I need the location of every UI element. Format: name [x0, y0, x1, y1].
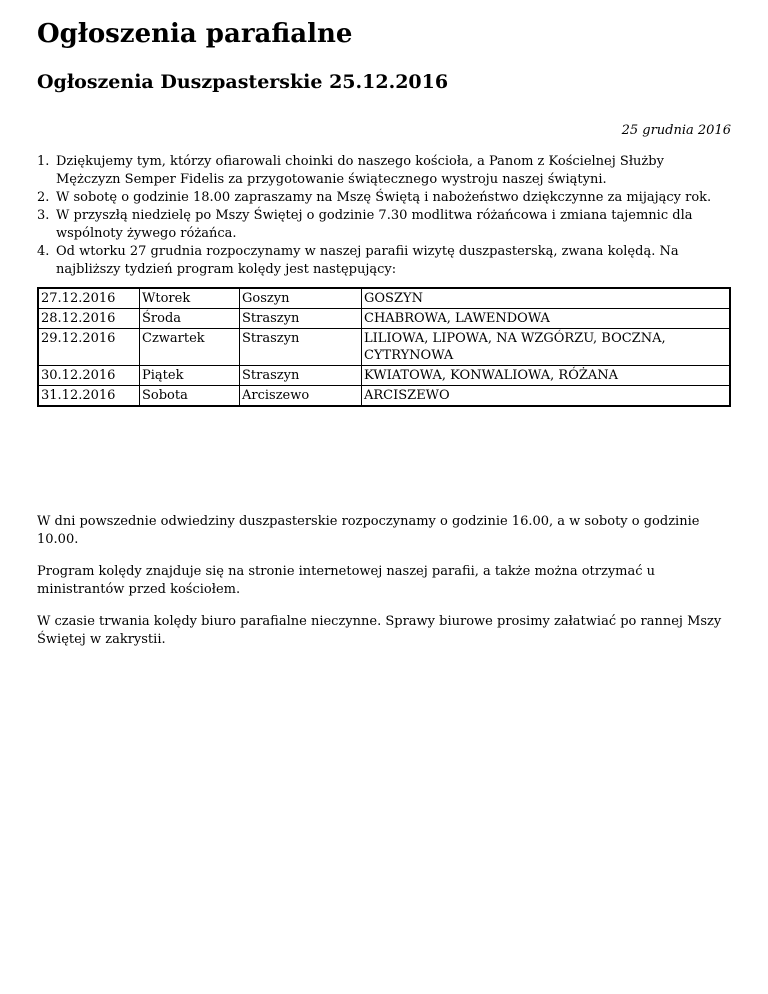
table-row — [38, 288, 730, 309]
cell-streets: ARCISZEWO — [362, 386, 731, 407]
table-row — [38, 386, 730, 407]
post-date: 25 grudnia 2016 — [621, 123, 731, 138]
post-title[interactable]: Ogłoszenia Duszpasterskie 25.12.2016 — [37, 71, 449, 93]
cell-date: 28.12.2016 — [38, 309, 140, 329]
cell-place: Straszyn — [240, 329, 362, 366]
cell-day: Sobota — [140, 386, 240, 407]
cell-date: 30.12.2016 — [38, 366, 140, 386]
site-title[interactable]: Ogłoszenia parafialne — [37, 19, 353, 49]
cell-date: 29.12.2016 — [38, 329, 140, 366]
cell-day: Czwartek — [140, 329, 240, 366]
cell-date: 27.12.2016 — [38, 288, 140, 309]
announcement-number: 2. — [37, 190, 50, 205]
announcement-item — [37, 153, 731, 189]
cell-date: 31.12.2016 — [38, 386, 140, 407]
paragraph-hours: W dni powszednie odwiedziny duszpasterskie rozpoczynamy o godzinie 16.00, a w soboty o godzinie 10.00. — [37, 514, 700, 547]
announcement-number: 1. — [37, 154, 50, 169]
table-row — [38, 329, 730, 366]
cell-day: Środa — [140, 309, 240, 329]
cell-place: Straszyn — [240, 309, 362, 329]
announcement-text: W sobotę o godzinie 18.00 zapraszamy na Mszę Świętą i nabożeństwo dziękczynne za mijający rok. — [56, 190, 712, 205]
koleda-schedule-table — [37, 287, 731, 407]
paragraph-office: W czasie trwania kolędy biuro parafialne nieczynne. Sprawy biurowe prosimy załatwiać po rannej Mszy Świętej w zakrystii. — [37, 614, 722, 647]
cell-streets: KWIATOWA, KONWALIOWA, RÓŻANA — [362, 366, 731, 386]
announcement-number: 4. — [37, 244, 50, 259]
post-body-paragraphs — [37, 513, 731, 663]
cell-place: Straszyn — [240, 366, 362, 386]
cell-day: Piątek — [140, 366, 240, 386]
announcement-list — [37, 153, 731, 279]
cell-place: Goszyn — [240, 288, 362, 309]
cell-streets: CHABROWA, LAWENDOWA — [362, 309, 731, 329]
cell-streets: GOSZYN — [362, 288, 731, 309]
announcement-text: Dziękujemy tym, którzy ofiarowali choinki do naszego kościoła, a Panom z Kościelnej Służby Mężczyzn Semper Fidelis za przygotowanie świątecznego wystroju naszej świątyni. — [56, 154, 664, 187]
table-row — [38, 366, 730, 386]
announcement-text: W przyszłą niedzielę po Mszy Świętej o godzinie 7.30 modlitwa różańcowa i zmiana tajemnic dla wspólnoty żywego różańca. — [56, 208, 693, 241]
announcement-text: Od wtorku 27 grudnia rozpoczynamy w naszej parafii wizytę duszpasterską, zwana kolędą. Na najbliższy tydzień program kolędy jest następujący: — [56, 244, 679, 277]
announcement-item — [37, 207, 731, 243]
paragraph-program: Program kolędy znajduje się na stronie internetowej naszej parafii, a także można otrzymać u ministrantów przed kościołem. — [37, 564, 656, 597]
announcement-number: 3. — [37, 208, 50, 223]
table-row — [38, 309, 730, 329]
announcement-item — [37, 243, 731, 279]
cell-streets: LILIOWA, LIPOWA, NA WZGÓRZU, BOCZNA, CYTRYNOWA — [362, 329, 731, 366]
cell-day: Wtorek — [140, 288, 240, 309]
cell-place: Arciszewo — [240, 386, 362, 407]
announcement-item — [37, 189, 731, 207]
